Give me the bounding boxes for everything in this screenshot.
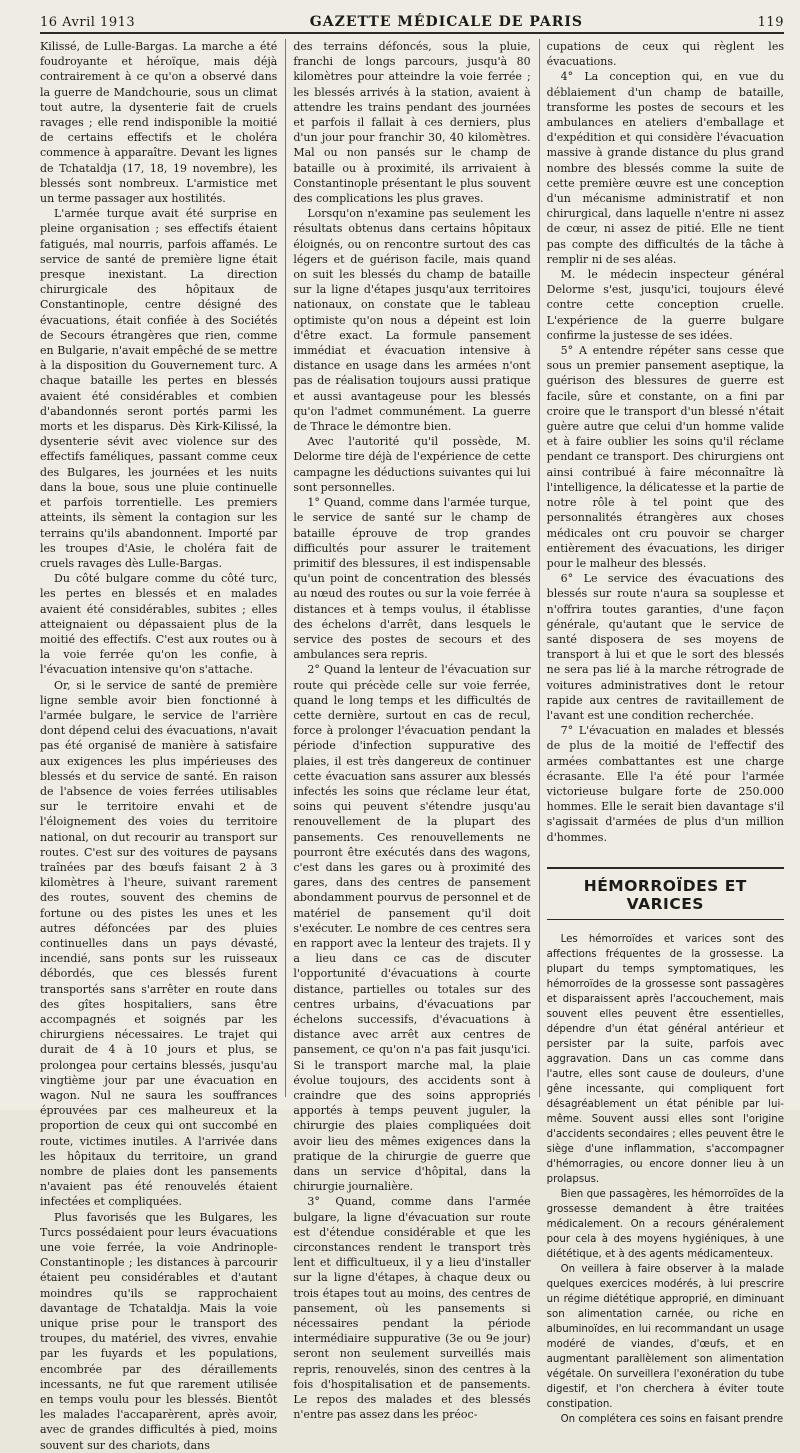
- paragraph: cupations de ceux qui règlent les évacuations.: [546, 40, 784, 69]
- paragraph: 1° Quand, comme dans l'armée turque, le service de santé sur le champ de bataille éprouve de trop grandes difficultés pour assurer le traitement primitif des blessures, il est indispensable qu'un point de concentration des blessés au nœud des routes ou sur la voie ferrée à distances et à temps voulus, il établisse des échelons d'arrêt, dans lesquels le service des postes de secours et des ambulances sera repris.: [293, 496, 531, 662]
- paragraph: M. le médecin inspecteur général Delorme s'est, jusqu'ici, toujours élevé contre cette conception cruelle. L'expérience de la guerre bulgare confirme la justesse de ses idées.: [546, 268, 784, 342]
- paragraph: 5° A entendre répéter sans cesse que sous un premier pansement aseptique, la guérison des blessures de guerre est facile, sûre et constante, on a fini par croire que le transport d'un blessé n'était guère autre que celui d'un homme valide et à faire oublier les soins qu'il réclame pendant ce transport. Des chirurgiens ont ainsi contribué à faire méconnaître là l'intelligence, la délicatesse et la partie de notre rôle à tel point que des personnalités étrangères aux choses médicales ont cru pouvoir se charger entièrement des évacuations, les diriger pour le malheur des blessés.: [546, 344, 784, 570]
- article-paragraph: Les hémorroïdes et varices sont des affections fréquentes de la grossesse. La plupart du temps symptomatiques, les hémorroïdes de la grossesse sont passagères et disparaissent après l'accouchement, mais souvent elles peuvent être essentielles, dépendre d'un état général antérieur et persister par la suite, parfois avec aggravation. Dans un cas comme dans l'autre, elles sont cause de douleurs, d'une gêne incessante, qui compliquent fort désagréablement un état pénible par lui-même. Souvent aussi elles sont l'origine d'accidents secondaires ; elles peuvent être le siège d'une inflammation, s'accompagner d'hémorragies, ou encore donner lieu à un prolapsus.: [546, 933, 784, 1185]
- article-title: HÉMORROÏDES ET VARICES: [547, 867, 784, 920]
- page-header: [40, 14, 784, 34]
- issue-date: 16 Avril 1913: [40, 15, 136, 30]
- paragraph: L'armée turque avait été surprise en pleine organisation ; ses effectifs étaient fatigués, mal nourris, parfois affamés. Le service de santé de première ligne était presque inexistant. La direction chirurgicale des hôpitaux de Constantinople, centre désigné des évacuations, était confiée à des Sociétés de Secours étrangères que rien, comme en Bulgarie, n'avait empêché de se mettre à la disposition du Gouvernement turc. A chaque bataille les pertes en blessés avaient été considérables et combien d'abandonnés seront portés parmi les morts et les disparus. Dès Kirk-Kilissé, la dysenterie sévit avec violence sur des effectifs faméliques, passant comme ceux des Bulgares, les journées et les nuits dans la boue, sous une pluie continuelle et parfois torrentielle. Les premiers atteints, ils sèment la contagion sur les terrains qu'ils abandonnent. Importé par les troupes d'Asie, le choléra fait de cruels ravages dès Lulle-Bargas.: [40, 207, 278, 570]
- paragraph: 4° La conception qui, en vue du déblaiement d'un champ de bataille, transforme les postes de secours et les ambulances en ateliers d'emballage et d'expédition et qui considère l'évacuation massive à grande distance du plus grand nombre des blessés comme la suite de cette première œuvre est une conception d'un mécanisme administratif et non chirurgical, dans laquelle n'entre ni assez de cœur, ni assez de pitié. Elle ne tient pas compte des difficultés de la tâche à remplir ni de ses aléas.: [546, 70, 784, 266]
- paragraph: 3° Quand, comme dans l'armée bulgare, la ligne d'évacuation sur route est d'étendue considérable et que les circonstances rendent le transport très lent et difficultueux, il y a lieu d'installer sur la ligne d'étapes, à chaque deux ou trois étapes tout au moins, des centres de pansement, où les pansements si nécessaires pendant la période intermédiaire suppurative (3e ou 9e jour) seront non seulement surveillés mais repris, renouvelés, sinon des centres à la fois d'hospitalisation et de pansements. Le repos des malades et des blessés n'entre pas assez dans les préoc-: [293, 1195, 531, 1422]
- page-number: 119: [757, 15, 784, 30]
- paragraph: 6° Le service des évacuations des blessés sur route n'aura sa souplesse et n'offrira toutes garanties, d'une façon générale, qu'autant que le service de santé disposera de ses moyens de transport à lui et que le sort des blessés ne sera pas lié à la marche rétrograde de voitures administratives dont le retour rapide aux centres de ravitaillement de l'avant est une condition recherchée.: [546, 572, 784, 722]
- paragraph: 7° L'évacuation en malades et blessés de plus de la moitié de l'effectif des armées combattantes est une charge écrasante. Elle l'a été pour l'armée victorieuse bulgare forte de 250.000 hommes. Elle le serait bien davantage s'il s'agissait d'armées de plus d'un million d'hommes.: [546, 724, 784, 844]
- column-1: [40, 39, 278, 1452]
- paragraph: Avec l'autorité qu'il possède, M. Delorme tire déjà de l'expérience de cette campagne les déductions suivantes qui lui sont personnelles.: [293, 435, 531, 494]
- paragraph: Lorsqu'on n'examine pas seulement les résultats obtenus dans certains hôpitaux éloignés, ou on rencontre surtout des cas légers et de guérison facile, mais quand on suit les blessés du champ de bataille sur la ligne d'étapes jusqu'aux territoires nationaux, on constate que le tableau optimiste qu'on nous a dépeint est loin d'être exact. La formule pansement immédiat et évacuation intensive à distance en usage dans les armées n'ont pas de réalisation toujours aussi pratique et aussi avantageuse pour les blessés qu'on l'admet communément. La guerre de Thrace le démontre bien.: [293, 207, 531, 434]
- paragraph: Kilissé, de Lulle-Bargas. La marche a été foudroyante et héroïque, mais déjà contrairement à ce qu'on a observé dans la guerre de Mandchourie, sous un climat tout autre, la dysenterie fait de cruels ravages ; elle rend indisponible la moitié de certains effectifs et le choléra commence à apparaître. Devant les lignes de Tchataldja (17, 18, 19 novembre), les blessés sont nombreux. L'armistice met un terme passager aux hostilités.: [40, 40, 278, 206]
- text-columns: [40, 39, 784, 1452]
- column-2: [285, 39, 531, 1422]
- paragraph: Du côté bulgare comme du côté turc, les pertes en blessés et en malades avaient été considérables, subites ; elles atteignaient ou dépassaient plus de la moitié des effectifs. C'est aux routes ou à la voie ferrée qu'on les confie, à l'évacuation intensive qu'on s'attache.: [40, 572, 278, 677]
- article-paragraph: Bien que passagères, les hémorroïdes de la grossesse demandent à être traitées médicalement. On a recours généralement pour cela à des moyens hygiéniques, à une diététique, et à des agents médicamenteux.: [546, 1188, 784, 1260]
- column-3: [539, 39, 784, 1425]
- paragraph: Or, si le service de santé de première ligne semble avoir bien fonctionné à l'armée bulgare, le service de l'arrière dont dépend celui des évacuations, n'avait pas été organisé de manière à satisfaire aux exigences les plus impérieuses des blessés et du service de santé. En raison de l'absence de voies ferrées utilisables sur le territoire envahi et de l'éloignement des voies du territoire national, on dut recourir au transport sur routes. C'est sur des voitures de paysans traînées par des bœufs faisant 2 à 3 kilomètres à l'heure, suivant rarement des routes, souvent des chemins de fortune ou des pistes les unes et les autres défoncées par des pluies continuelles dans un pays dévasté, incendié, sans ponts sur les ruisseaux débordés, que ces blessés furent transportés sans s'arrêter en route dans des gîtes hospitaliers, sans être accompagnés et soignés par les chirurgiens nécessaires. Le trajet qui durait de 4 à 10 jours et plus, se prolongea pour certains blessés, jusqu'au vingtième jour par une évacuation en wagon. Nul ne saura les souffrances éprouvées par ces malheureux et la proportion de ceux qui ont succombé en route, victimes inutiles. A l'arrivée dans les hôpitaux du territoire, un grand nombre de plaies dont les pansements n'avaient pas été renouvelés étaient infectées et compliquées.: [40, 678, 278, 1209]
- article-paragraph: On veillera à faire observer à la malade quelques exercices modérés, à lui prescrire un régime diététique approprié, en diminuant son alimentation carnée, ou riche en albuminoïdes, en lui recommandant un usage modéré de viandes, d'œufs, et en augmentant parallèlement son alimentation végétale. On surveillera l'exonération du tube digestif, et l'on cherchera à éviter toute constipation.: [546, 1263, 784, 1410]
- journal-title: GAZETTE MÉDICALE DE PARIS: [309, 14, 583, 30]
- article-paragraph: On complétera ces soins en faisant prendre: [560, 1413, 784, 1425]
- paragraph: Plus favorisés que les Bulgares, les Turcs possédaient pour leurs évacuations une voie ferrée, la voie Andrinople-Constantinople ; les distances à parcourir étaient peu considérables et d'autant moindres qu'ils se rapprochaient davantage de Tchataldja. Mais la voie unique prise pour le transport des troupes, du matériel, des vivres, envahie par les fuyards et les populations, encombrée par des déraillements incessants, ne fut que rarement utilisée en temps voulu pour les blessés. Bientôt les malades l'accaparèrent, après avoir, avec de grandes difficultés à pied, moins souvent sur des chariots, dans: [40, 1210, 278, 1452]
- paragraph: 2° Quand la lenteur de l'évacuation sur route qui précède celle sur voie ferrée, quand le long temps et les difficultés de cette dernière, surtout en cas de recul, force à prolonger l'évacuation pendant la période d'infection suppurative des plaies, il est très dangereux de continuer cette évacuation sans assurer aux blessés infectés les soins que réclame leur état, soins qui peuvent s'étendre jusqu'au renouvellement de la plupart des pansements. Ces renouvellements ne pourront être exécutés dans des wagons, c'est dans les gares ou à proximité des gares, dans des centres de pansement abondamment pourvus de personnel et de matériel de pansement qu'il doit s'exécuter. Le nombre de ces centres sera en rapport avec la lenteur des trajets. Il y a lieu dans ce cas de discuter l'opportunité d'évacuations à courte distance, partielles ou totales sur des centres urbains, d'évacuations par échelons successifs, d'évacuations à distance avec arrêt aux centres de pansement, ce qu'on n'a pas fait jusqu'ici. Si le transport marche mal, la plaie évolue toujours, des accidents sont à craindre que des soins appropriés apportés à temps peuvent juguler, la chirurgie des plaies compliquées doit avoir lieu des mêmes exigences dans la pratique de la chirurgie de guerre que dans un service d'hôpital, dans la chirurgie journalière.: [293, 663, 531, 1194]
- paragraph: des terrains défoncés, sous la pluie, franchi de longs parcours, jusqu'à 80 kilomètres pour atteindre la voie ferrée ; les blessés arrivés à la station, avaient à attendre les trains pendant des journées et parfois il fallait à ces derniers, plus d'un jour pour franchir 30, 40 kilomètres. Mal ou non pansés sur le champ de bataille ou à proximité, ils arrivaient à Constantinople présentant le plus souvent des complications les plus graves.: [293, 40, 531, 206]
